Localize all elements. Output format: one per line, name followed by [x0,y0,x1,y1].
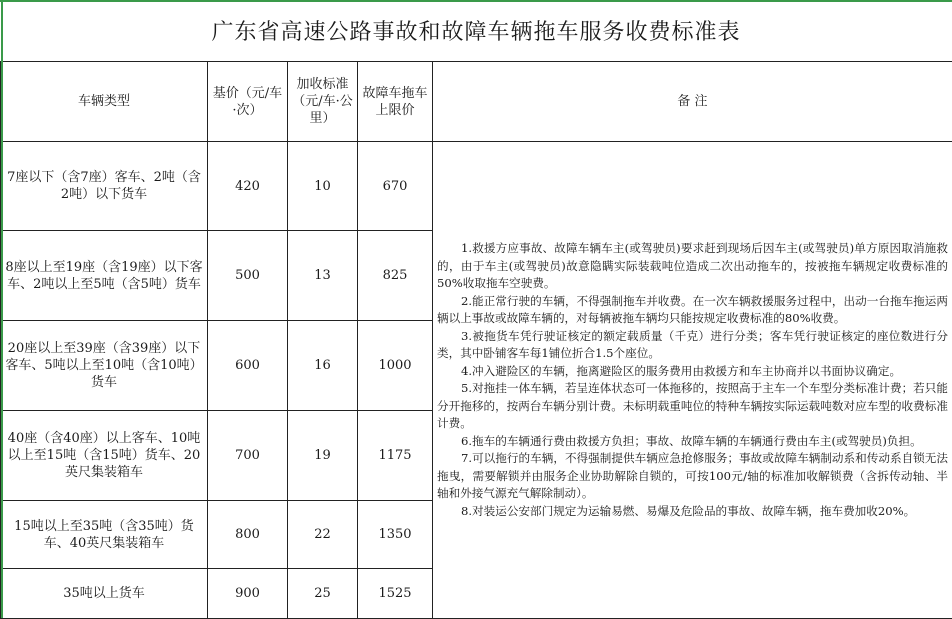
surcharge-cell: 22 [288,501,358,569]
base-price-cell: 600 [208,321,288,411]
cap-cell: 1175 [358,411,433,501]
base-price-cell: 500 [208,231,288,321]
header-notes: 备 注 [433,62,952,142]
vehicle-type-cell: 20座以上至39座（含39座）以下客车、5吨以上至10吨（含10吨）货车 [1,321,208,411]
note-2: 2.能正常行驶的车辆，不得强制拖车并收费。在一次车辆救援服务过程中，出动一台拖车拖运两辆以上事故或故障车辆的，对每辆被拖车辆均只能按规定收费标准的80%收费。 [437,293,948,328]
note-5: 5.对拖挂一体车辆，若呈连体状态可一体拖移的，按照高于主车一个车型分类标准计费；若只能分开拖移的，按两台车辆分别计费。未标明载重吨位的特种车辆按实际运载吨数对应车型的收费标准计费。 [437,380,948,433]
note-3: 3.被拖货车凭行驶证核定的额定载质量（千克）进行分类；客车凭行驶证核定的座位数进行分类，其中卧铺客车每1铺位折合1.5个座位。 [437,328,948,363]
base-price-cell: 900 [208,569,288,619]
note-1: 1.救援方应事故、故障车辆车主(或驾驶员)要求赶到现场后因车主(或驾驶员)单方原因取消施救的，由于车主(或驾驶员)故意隐瞒实际装载吨位造成二次出动拖车的，按被拖车辆规定收费标准的50%收取拖车空驶费。 [437,240,948,293]
note-7: 7.可以拖行的车辆，不得强制提供车辆应急抢修服务；事故或故障车辆制动系和传动系自锁无法拖曳，需要解锁并由服务企业协助解除自锁的，可按100元/轴的标准加收解锁费（含拆传动轴、半轴和外接气源充气解除制动）。 [437,450,948,503]
cap-cell: 1525 [358,569,433,619]
cap-cell: 1000 [358,321,433,411]
header-vehicle-type: 车辆类型 [1,62,208,142]
header-row [1,62,952,142]
surcharge-cell: 19 [288,411,358,501]
surcharge-cell: 13 [288,231,358,321]
vehicle-type-cell: 7座以下（含7座）客车、2吨（含2吨）以下货车 [1,142,208,231]
base-price-cell: 420 [208,142,288,231]
selection-border-top [0,0,952,2]
fee-table [0,61,952,619]
vehicle-type-cell: 15吨以上至35吨（含35吨）货车、40英尺集装箱车 [1,501,208,569]
table-row [1,142,952,231]
base-price-cell: 700 [208,411,288,501]
note-6: 6.拖车的车辆通行费由救援方负担；事故、故障车辆的车辆通行费由车主(或驾驶员)负担。 [437,433,948,451]
cap-cell: 1350 [358,501,433,569]
cap-cell: 825 [358,231,433,321]
page-title: 广东省高速公路事故和故障车辆拖车服务收费标准表 [0,0,952,62]
surcharge-cell: 16 [288,321,358,411]
note-8: 8.对装运公安部门规定为运输易燃、易爆及危险品的事故、故障车辆，拖车费加收20%。 [437,503,948,521]
header-surcharge: 加收标准（元/车·公里） [288,62,358,142]
cap-cell: 670 [358,142,433,231]
vehicle-type-cell: 40座（含40座）以上客车、10吨以上至15吨（含15吨）货车、20英尺集装箱车 [1,411,208,501]
surcharge-cell: 10 [288,142,358,231]
notes-cell [433,142,952,619]
header-cap: 故障车拖车上限价 [358,62,433,142]
surcharge-cell: 25 [288,569,358,619]
selection-border-left [1,0,3,618]
note-4: 4.冲入避险区的车辆，拖离避险区的服务费用由救援方和车主协商并以书面协议确定。 [437,363,948,381]
vehicle-type-cell: 8座以上至19座（含19座）以下客车、2吨以上至5吨（含5吨）货车 [1,231,208,321]
vehicle-type-cell: 35吨以上货车 [1,569,208,619]
header-base-price: 基价（元/车·次） [208,62,288,142]
base-price-cell: 800 [208,501,288,569]
